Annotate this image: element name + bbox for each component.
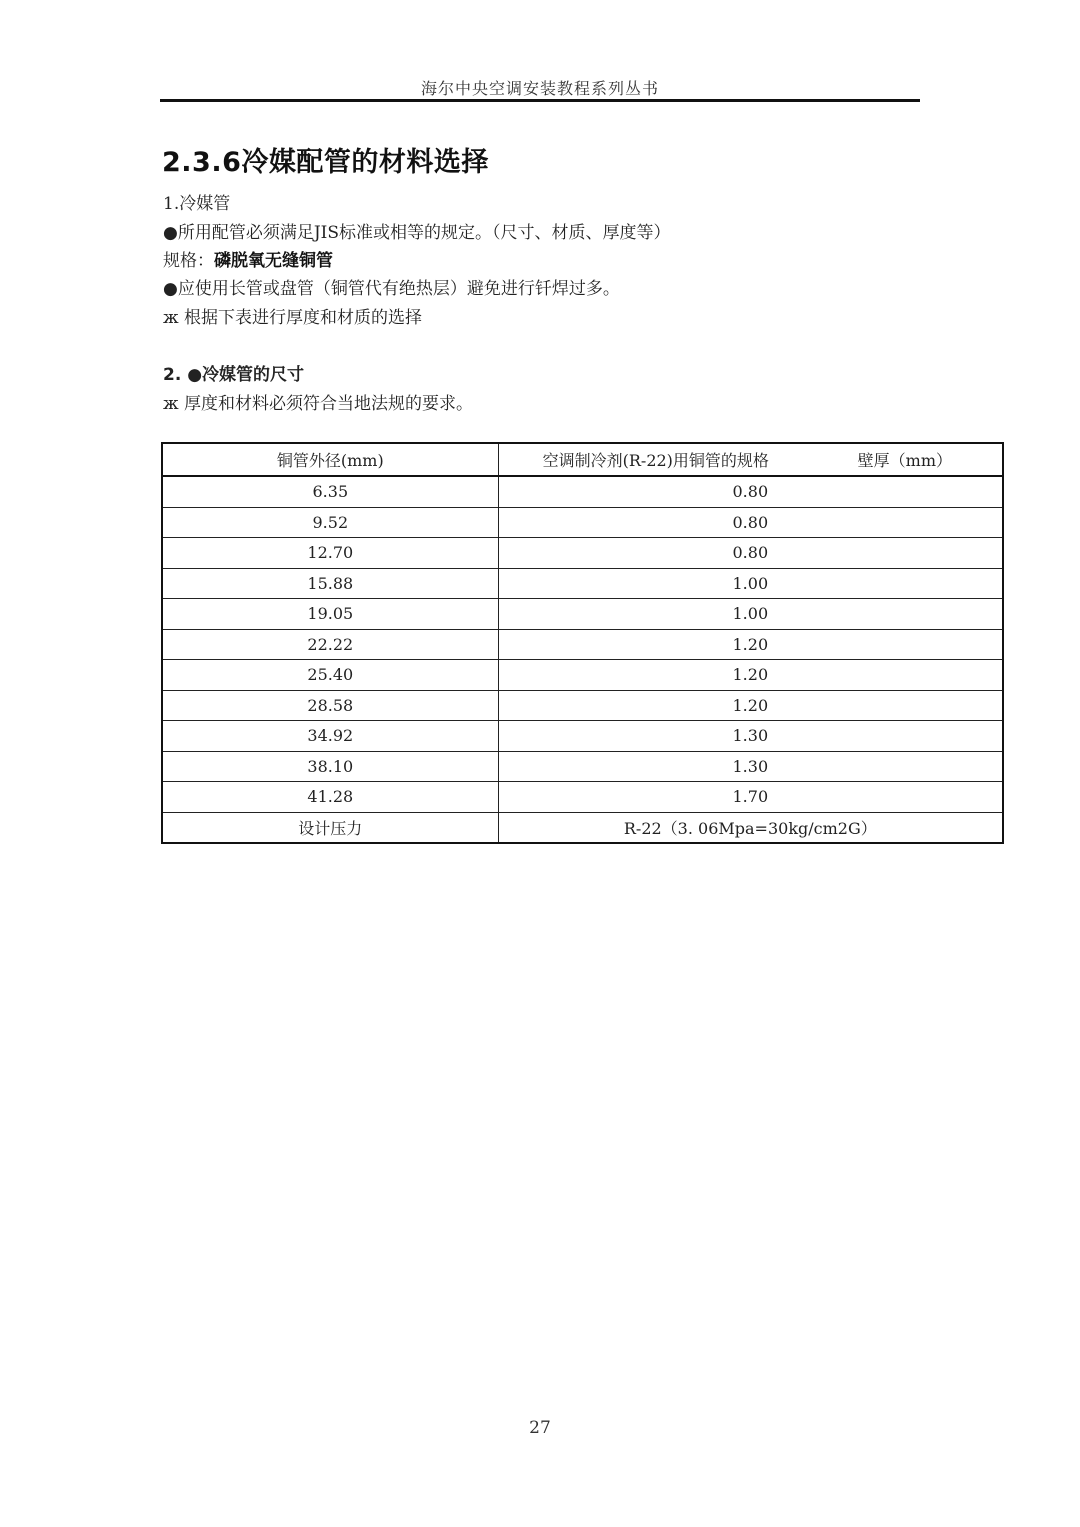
- header-outer-diameter: 铜管外径(mm): [162, 443, 498, 476]
- running-header: 海尔中央空调安装教程系列丛书: [420, 79, 659, 98]
- note-local-regulations: ж 厚度和材料必须符合当地法规的要求。: [163, 394, 474, 414]
- thickness-cell: 0.80: [498, 476, 1003, 507]
- table-row: [162, 629, 1003, 660]
- thickness-cell: 1.20: [498, 629, 1003, 660]
- header-thickness-label: 壁厚（mm）: [857, 451, 952, 470]
- thickness-cell: 0.80: [498, 507, 1003, 538]
- spec-value: 磷脱氧无缝铜管: [214, 251, 333, 271]
- diameter-cell: 22.22: [162, 629, 498, 660]
- diameter-cell: 25.40: [162, 660, 498, 691]
- bullet-jis-standard: ●所用配管必须满足JIS标准或相等的规定。（尺寸、材质、厚度等）: [163, 223, 671, 243]
- diameter-cell: 19.05: [162, 599, 498, 630]
- header-spec-thickness: [498, 443, 1003, 476]
- table-footer-row: [162, 812, 1003, 843]
- table-row: [162, 568, 1003, 599]
- header-spec-label: 空调制冷剂(R-22)用铜管的规格: [542, 451, 769, 470]
- thickness-cell: 0.80: [498, 538, 1003, 569]
- diameter-cell: 6.35: [162, 476, 498, 507]
- diameter-cell: 15.88: [162, 568, 498, 599]
- table-row: [162, 660, 1003, 691]
- design-pressure-label: 设计压力: [162, 812, 498, 843]
- table-row: [162, 690, 1003, 721]
- diameter-cell: 9.52: [162, 507, 498, 538]
- table-row: [162, 476, 1003, 507]
- thickness-cell: 1.70: [498, 782, 1003, 813]
- diameter-cell: 38.10: [162, 751, 498, 782]
- copper-pipe-spec-table: [161, 442, 1004, 844]
- thickness-cell: 1.20: [498, 690, 1003, 721]
- thickness-cell: 1.30: [498, 721, 1003, 752]
- page-number: 27: [529, 1418, 551, 1438]
- header-rule: [160, 99, 920, 102]
- table-row: [162, 721, 1003, 752]
- note-table-selection: ж 根据下表进行厚度和材质的选择: [163, 308, 423, 328]
- bullet-long-pipe: ●应使用长管或盘管（铜管代有绝热层）避免进行钎焊过多。: [163, 279, 620, 299]
- table-row: [162, 538, 1003, 569]
- table-row: [162, 751, 1003, 782]
- spec-line: [163, 246, 333, 271]
- diameter-cell: 28.58: [162, 690, 498, 721]
- thickness-cell: 1.00: [498, 599, 1003, 630]
- part1-heading: 1.冷媒管: [163, 194, 231, 214]
- part2-heading: 2. ●冷媒管的尺寸: [163, 365, 305, 385]
- diameter-cell: 12.70: [162, 538, 498, 569]
- thickness-cell: 1.30: [498, 751, 1003, 782]
- design-pressure-value: R-22（3. 06Mpa=30kg/cm2G）: [498, 812, 1003, 843]
- spec-label: 规格：: [163, 251, 214, 271]
- diameter-cell: 34.92: [162, 721, 498, 752]
- thickness-cell: 1.20: [498, 660, 1003, 691]
- diameter-cell: 41.28: [162, 782, 498, 813]
- table-header-row: [162, 443, 1003, 476]
- table-row: [162, 599, 1003, 630]
- section-title: 2.3.6冷媒配管的材料选择: [162, 147, 489, 178]
- table-row: [162, 507, 1003, 538]
- table-row: [162, 782, 1003, 813]
- thickness-cell: 1.00: [498, 568, 1003, 599]
